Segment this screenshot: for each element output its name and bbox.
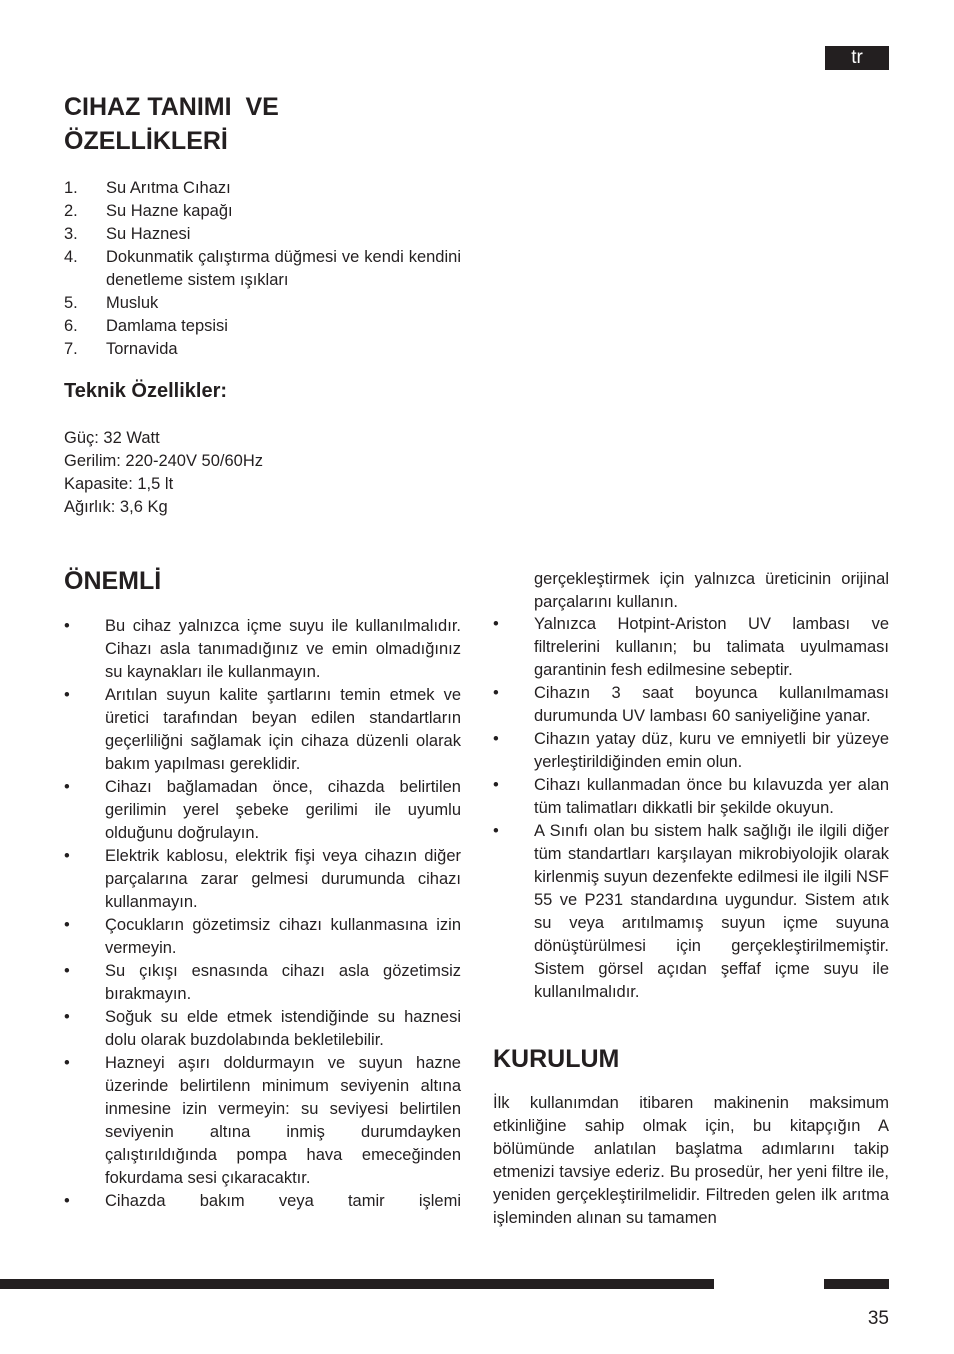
list-item [493,728,889,774]
spec-voltage: Gerilim: 220-240V 50/60Hz [64,452,264,470]
installation-paragraph: İlk kullanımdan itibaren makinenin maksimum etkinliğine sahip olmak için, bu kitapçığın A bölümünde anlatılan başlatma adımlarını takip etmenizi tavsiye ederiz. Bu prosedür, her yeni filtre ile, yeniden gerçekleştirilmelidir. Filtreden gelen ilk arıtma işleminden alınan su tamamen [493,1094,889,1227]
item-number: 4. [64,248,78,266]
bullet: • [64,916,70,934]
item-text: Musluk [106,294,159,312]
spec-weight: Ağırlık: 3,6 Kg [64,498,168,516]
list-item [64,200,461,223]
list-item [64,246,461,292]
page-title-line-1: CIHAZ TANIMI VE [64,93,279,121]
spec-power: Güç: 32 Watt [64,429,160,447]
list-item [64,914,461,960]
item-text: Arıtılan suyun kalite şartlarını temin etmek ve üretici tarafından beyan edilen standartların geçerliliğni sağlamak için cihaza düzenli olarak bakım yapılması gereklidir. [105,686,461,773]
item-text: Cihazı kullanmadan önce bu kılavuzda yer alan tüm talimatları dikkatli bir şekilde okuyun. [534,776,889,817]
item-text: Bu cihaz yalnızca içme suyu ile kullanılmalıdır. Cihazı asla tanımadığınız ve emin olmadığınız su kaynakları ile kullanmayın. [105,617,461,681]
list-item [64,684,461,776]
specs-heading: Teknik Özellikler: [64,380,228,402]
list-item [64,292,461,315]
important-continuation: gerçekleştirmek için yalnızca üreticinin orijinal parçalarını kullanın. [534,570,889,611]
spec-capacity: Kapasite: 1,5 lt [64,475,174,493]
bullet: • [64,1192,70,1210]
item-text: Su Hazne kapağı [106,202,233,220]
footer-rule-left [0,1279,714,1289]
specs-list [64,427,461,519]
list-item [64,177,461,200]
list-item [493,774,889,820]
list-item [493,682,889,728]
bullet: • [64,617,70,635]
item-text: Çocukların gözetimsiz cihazı kullanmasına izin vermeyin. [105,916,461,957]
item-text: Cihazda bakım veya tamir işlemi [105,1192,461,1210]
item-text: Cihazın yatay düz, kuru ve emniyetli bir yüzeye yerleştirildiğinden emin olun. [534,730,889,771]
item-text: Yalnızca Hotpint-Ariston UV lambası ve filtrelerini kullanın; bu talimata uyulmaması garantinin fesh edilmesine sebeptir. [534,615,889,679]
page-title-line-2: ÖZELLİKLERİ [64,127,228,155]
list-item [64,960,461,1006]
item-text: Su çıkışı esnasında cihazı asla gözetimsiz bırakmayın. [105,962,461,1003]
installation-heading: KURULUM [493,1045,620,1073]
item-text: Elektrik kablosu, elektrik fişi veya cihazın diğer parçalarına zarar gelmesi durumunda cihazı kullanmayın. [105,847,461,911]
list-item [493,613,889,682]
bullet: • [64,962,70,980]
item-text: Soğuk su elde etmek istendiğinde su haznesi dolu olarak buzdolabında bekletilebilir. [105,1008,461,1049]
bullet: • [493,730,499,748]
important-list-left [64,615,461,1213]
list-item [64,615,461,684]
item-number: 1. [64,179,78,197]
bullet: • [493,822,499,840]
item-text: Cihazı bağlamadan önce, cihazda belirtilen gerilimin yerel şebeke gerilimi ile uyumlu olduğunu doğrulayın. [105,778,461,842]
item-text: Dokunmatik çalıştırma düğmesi ve kendi kendini denetleme sistem ışıkları [106,248,461,289]
bullet: • [493,684,499,702]
page-number: 35 [867,1308,889,1329]
item-number: 2. [64,202,78,220]
bullet: • [64,1054,70,1072]
item-number: 7. [64,340,78,358]
bullet: • [64,686,70,704]
list-item [64,776,461,845]
list-item [64,1006,461,1052]
item-text: Cihazın 3 saat boyunca kullanılmaması durumunda UV lambası 60 saniyeliğine yanar. [534,684,889,725]
list-item [64,1052,461,1190]
item-number: 6. [64,317,78,335]
list-item [64,1190,461,1213]
item-text: A Sınıfı olan bu sistem halk sağlığı ile ilgili diğer tüm standartları karşılayan mikrobiyolojik olarak kirlenmiş suyun dezenfekte edilmesi ile ilgili NSF 55 ve P231 standardına uygundur. Sistem atık su veya arıtılmamış suyun içme suyuna dönüştürülmesi için gerçekleştirilmemiştir. Sistem görsel açıdan şeffaf içme suyu ile kullanılmalıdır. [534,822,889,1001]
list-item [64,315,461,338]
list-item [64,845,461,914]
list-item [64,223,461,246]
item-text: Su Haznesi [106,225,191,243]
item-number: 5. [64,294,78,312]
bullet: • [64,1008,70,1026]
bullet: • [493,615,499,633]
bullet: • [64,847,70,865]
language-badge: tr [825,46,889,70]
item-text: Damlama tepsisi [106,317,228,335]
item-text: Su Arıtma Cıhazı [106,179,231,197]
item-text: Tornavida [106,340,178,358]
important-list-right [493,613,889,1004]
important-heading: ÖNEMLİ [64,567,162,595]
list-item [64,338,461,361]
page-title [64,90,464,158]
bullet: • [64,778,70,796]
footer-rule-right [824,1279,889,1289]
bullet: • [493,776,499,794]
item-text: Hazneyi aşırı doldurmayın ve suyun hazne üzerinde belirtilenn minimum seviyenin altına inmesine izin vermeyin: su seviyesi belirtilen seviyenin altına inmiş durumdayken çalıştırıldığında pompa hava emeceğinden fokurdama sesi çıkaracaktır. [105,1054,461,1187]
item-number: 3. [64,225,78,243]
parts-list [64,177,461,361]
list-item [493,820,889,1004]
